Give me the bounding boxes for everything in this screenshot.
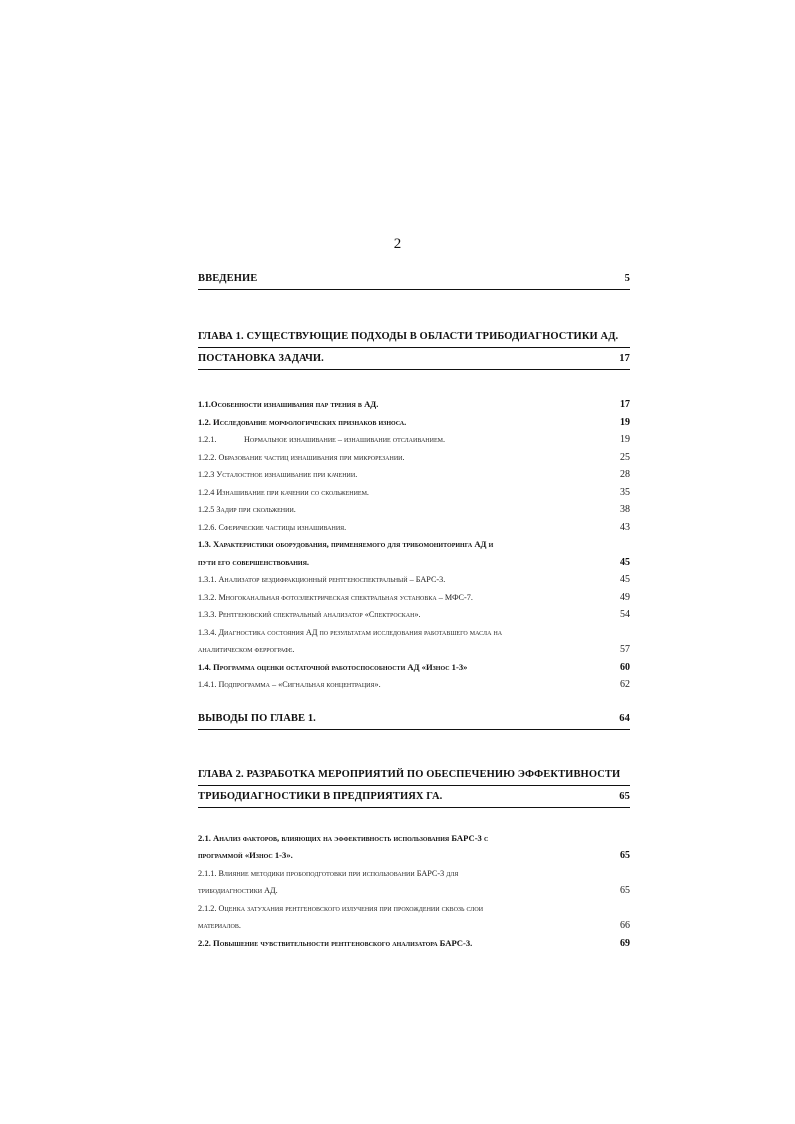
toc-entry-page: 57: [620, 644, 630, 655]
toc-entry-title: Многоканальная фотоэлектрическая спектральная установка – МФС-7.: [218, 592, 473, 602]
toc-entry-1-3-3[interactable]: [198, 606, 630, 624]
toc-entry-2-1-line2[interactable]: [198, 847, 630, 865]
toc-entry-page: 69: [620, 937, 630, 949]
toc-entry-page: 60: [620, 661, 630, 673]
toc-entry-title: Программа оценки остаточной работоспособности АД «Износ 1-3»: [213, 661, 468, 672]
toc-chapter1-title-line1: ГЛАВА 1. СУЩЕСТВУЮЩИЕ ПОДХОДЫ В ОБЛАСТИ ТРИБОДИАГНОСТИКИ АД.: [198, 331, 619, 342]
toc-entry-page: 54: [620, 609, 630, 620]
toc-entry-title: 2.1.1. Влияние методики пробоподготовки при использовании БАРС-3 для: [198, 868, 459, 878]
toc-entry-1-3-2[interactable]: [198, 589, 630, 607]
toc-entry-page: 65: [620, 885, 630, 896]
toc-chapter2-line2[interactable]: [198, 786, 630, 808]
toc-entry-title: Рентгеновский спектральный анализатор «Спектроскан».: [218, 610, 421, 619]
toc-chapter1-page: 17: [619, 353, 630, 364]
toc-chapter1-title-line2: ПОСТАНОВКА ЗАДАЧИ.: [198, 353, 324, 364]
toc-entry-title: Изнашивание при качении со скольжением.: [216, 487, 369, 497]
toc-entry-num: 1.2.: [198, 416, 211, 427]
toc-entry-num: 1.3.1.: [198, 575, 217, 584]
toc-entry-page: 45: [620, 574, 630, 585]
toc-entry-1-3-4-line1[interactable]: [198, 624, 630, 642]
toc-chapter1-line1[interactable]: [198, 326, 630, 348]
toc-entry-title: материалов.: [198, 921, 241, 930]
toc-conclusions-1[interactable]: [198, 708, 630, 730]
toc-intro[interactable]: [198, 268, 630, 290]
toc-entry-title: 2.1.2. Оценка затухания рентгеновского излучения при прохождении сквозь слои: [198, 903, 484, 913]
toc-entry-num: 1.4.: [198, 661, 211, 672]
toc-entry-title: Особенности изнашивания пар трения в АД.: [210, 399, 379, 409]
toc-chapter2-title-line1: ГЛАВА 2. РАЗРАБОТКА МЕРОПРИЯТИЙ ПО ОБЕСПЕЧЕНИЮ ЭФФЕКТИВНОСТИ: [198, 768, 621, 780]
toc-entry-2-1-2-line1[interactable]: [198, 900, 630, 918]
toc-conclusions-title: ВЫВОДЫ ПО ГЛАВЕ 1.: [198, 712, 316, 724]
toc-entry-num: 1.2.6.: [198, 522, 217, 532]
toc-entry-page: 28: [620, 469, 630, 480]
toc-entry-1-1[interactable]: [198, 396, 630, 414]
toc-entry-1-3-line1[interactable]: [198, 536, 630, 554]
toc-entry-title: Анализатор бездифракционный рентгеноспектральный – БАРС-3.: [218, 575, 446, 584]
toc-entry-title: Образование частиц изнашивания при микрорезании.: [218, 452, 405, 462]
toc-intro-page: 5: [624, 273, 630, 284]
toc-entry-page: 62: [620, 679, 630, 690]
toc-entry-title: Подпрограмма – «Сигнальная концентрация».: [218, 680, 381, 689]
toc-entry-1-3-4-line2[interactable]: [198, 641, 630, 659]
toc-entry-2-2[interactable]: [198, 935, 630, 953]
toc-entry-title: 1.3. Характеристики оборудования, применяемого для трибомониторинга АД и: [198, 539, 494, 549]
toc-entry-1-2[interactable]: [198, 414, 630, 432]
toc-entry-2-1-2-line2[interactable]: [198, 917, 630, 935]
toc-entry-num: 1.1.: [198, 399, 211, 409]
toc-entry-page: 45: [620, 556, 630, 568]
toc-entry-title: Усталостное изнашивание при качении.: [216, 470, 358, 479]
toc-entry-title: 2.1. Анализ факторов, влияющих на эффективность использования БАРС-3 с: [198, 832, 489, 843]
toc-entry-title: трибодиагностики АД.: [198, 886, 278, 895]
toc-entry-page: 43: [620, 521, 630, 533]
toc-entry-num: 1.2.4: [198, 487, 215, 497]
toc-entry-1-2-3[interactable]: [198, 466, 630, 484]
toc-conclusions-page: 64: [619, 712, 630, 724]
toc-chapter2-line1[interactable]: [198, 764, 630, 786]
toc-entry-1-2-5[interactable]: [198, 501, 630, 519]
toc-entry-title: Исследование морфологических признаков износа.: [213, 416, 407, 427]
toc-entry-title: Нормальное изнашивание – изнашивание отслаиванием.: [244, 435, 445, 444]
toc-chapter2-page: 65: [619, 790, 630, 802]
toc-entry-num: 1.4.1.: [198, 680, 217, 689]
toc-chapter1-line2[interactable]: [198, 348, 630, 370]
toc-entry-title: программой «Износ 1-3».: [198, 850, 293, 860]
toc-entry-page: 17: [620, 399, 630, 410]
toc-entry-page: 35: [620, 486, 630, 498]
toc-entry-num: 1.2.3: [198, 470, 215, 479]
toc-entry-num: 1.2.1.: [198, 435, 217, 444]
toc-entry-page: 66: [620, 920, 630, 931]
toc-entry-page: 49: [620, 591, 630, 603]
toc-entry-page: 38: [620, 504, 630, 515]
toc-entry-num: 1.2.2.: [198, 452, 217, 462]
toc-entry-1-4[interactable]: [198, 659, 630, 677]
toc-entry-title: аналитическом феррографе.: [198, 645, 295, 654]
toc-entry-1-4-1[interactable]: [198, 676, 630, 694]
toc-entry-num: 1.3.2.: [198, 592, 217, 602]
toc-chapter2-title-line2: ТРИБОДИАГНОСТИКИ В ПРЕДПРИЯТИЯХ ГА.: [198, 790, 443, 802]
toc-entry-1-2-1[interactable]: [198, 431, 630, 449]
toc-entry-1-3-1[interactable]: [198, 571, 630, 589]
toc-entry-2-1-1-line1[interactable]: [198, 865, 630, 883]
toc-entry-page: 25: [620, 451, 630, 463]
toc-entry-page: 65: [620, 850, 630, 861]
table-of-contents: [198, 268, 630, 952]
toc-intro-title: ВВЕДЕНИЕ: [198, 273, 258, 284]
toc-entry-title: пути его совершенствования.: [198, 556, 310, 567]
toc-entry-title: Задир при скольжении.: [216, 505, 296, 514]
toc-entry-num: 1.2.5: [198, 505, 215, 514]
toc-entry-title: Сферические частицы изнашивания.: [218, 522, 347, 532]
page-number: 2: [393, 236, 402, 252]
toc-entry-2-1-1-line2[interactable]: [198, 882, 630, 900]
toc-entry-1-2-6[interactable]: [198, 519, 630, 537]
toc-entry-2-1-line1[interactable]: [198, 830, 630, 848]
toc-entry-title: 2.2. Повышение чувствительности рентгеновского анализатора БАРС-3.: [198, 937, 473, 948]
toc-entry-1-2-4[interactable]: [198, 484, 630, 502]
toc-entry-1-2-2[interactable]: [198, 449, 630, 467]
toc-entry-title: 1.3.4. Диагностика состояния АД по результатам исследования работавшего масла на: [198, 627, 503, 637]
toc-entry-page: 19: [620, 434, 630, 445]
toc-entry-page: 19: [620, 416, 630, 428]
toc-entry-1-3-line2[interactable]: [198, 554, 630, 572]
toc-entry-num: 1.3.3.: [198, 610, 217, 619]
